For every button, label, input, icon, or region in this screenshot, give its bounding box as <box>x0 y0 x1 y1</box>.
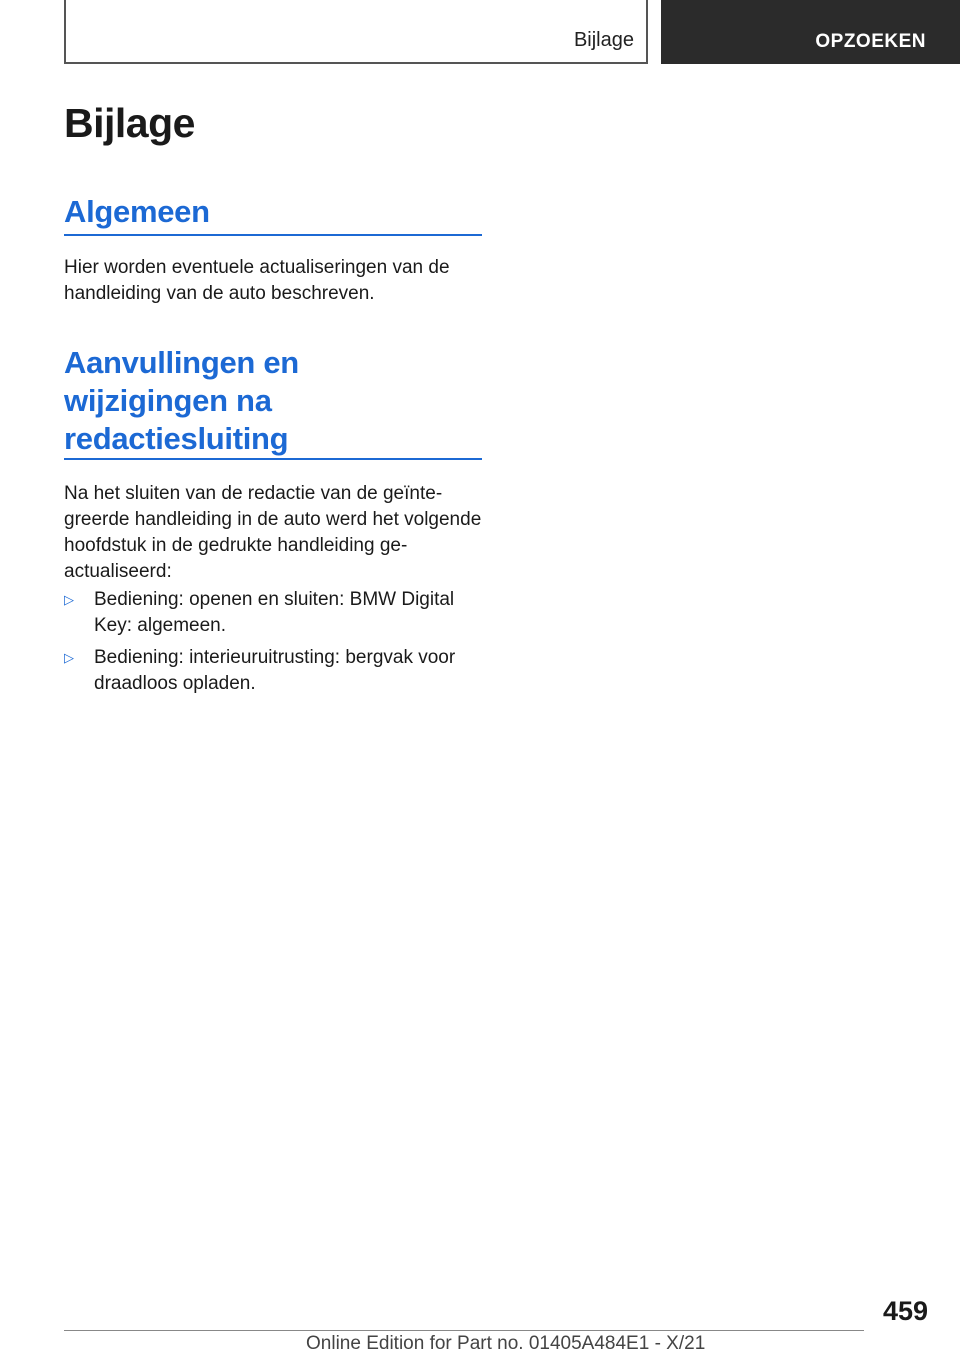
section-heading-aanvullingen: Aanvullingen en wijzigingen na redactiesluiting <box>64 345 299 456</box>
list-item-text: Bediening: openen en sluiten: BMW Digital Key: algemeen. <box>94 589 455 636</box>
header-section-label: Bijlage <box>573 29 634 51</box>
footer-edition-text: Online Edition for Part no. 01405A484E1 - X/21 <box>306 1333 706 1354</box>
list-item <box>64 645 482 697</box>
section-rule <box>64 458 482 460</box>
header-opzoeken-tab[interactable] <box>661 0 960 64</box>
page-number: 459 <box>882 1296 928 1326</box>
footer-rule <box>64 1330 864 1331</box>
list-item-text: Bediening: interieuruitrusting: bergvak voor draadloos opladen. <box>94 647 456 694</box>
section-body-algemeen: Hier worden eventuele actualiseringen van de handleiding van de auto beschreven. <box>64 257 450 304</box>
bullet-list <box>64 587 482 703</box>
triangle-right-outline-icon: ▷ <box>64 592 74 607</box>
header-opzoeken-label: OPZOEKEN <box>815 31 926 52</box>
section-rule <box>64 234 482 236</box>
triangle-right-outline-icon: ▷ <box>64 650 74 665</box>
section-heading-algemeen: Algemeen <box>64 194 210 229</box>
header-section-tab <box>64 0 648 64</box>
section-body-aanvullingen: Na het sluiten van de redactie van de geïntegreerde handleiding in de auto werd het volgende hoofdstuk in de gedrukte handleiding geactualiseerd: <box>64 483 482 582</box>
list-item <box>64 587 482 639</box>
page-title: Bijlage <box>64 100 195 146</box>
